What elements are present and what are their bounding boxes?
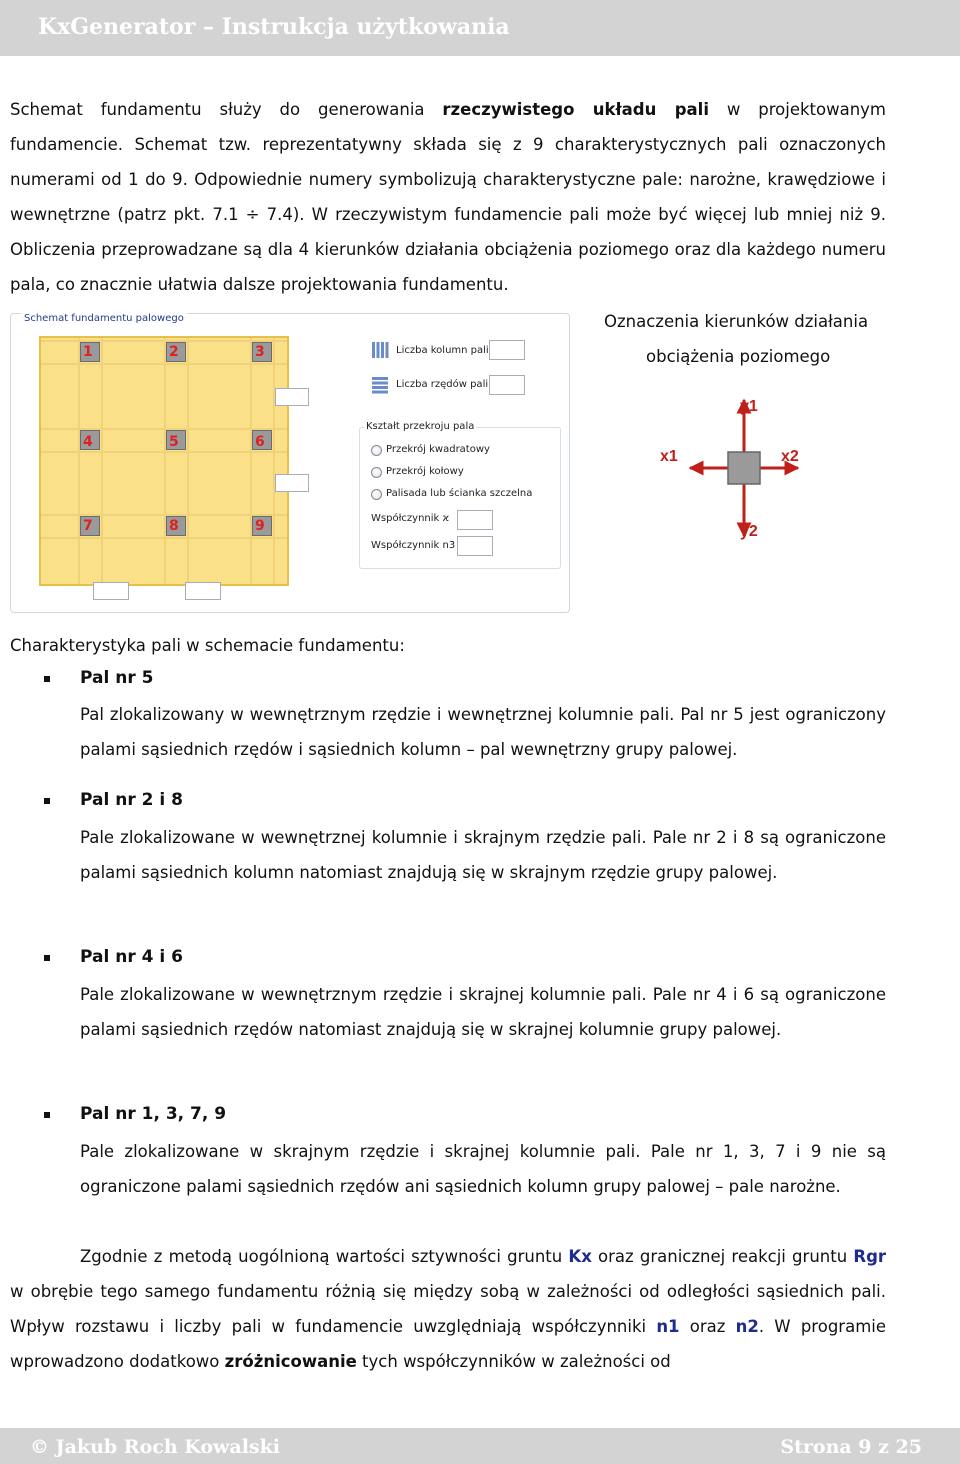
- closing-paragraph: [10, 1239, 886, 1379]
- pile-number: 1: [83, 344, 93, 360]
- column-spacing-input[interactable]: [93, 582, 129, 600]
- row-spacing-input[interactable]: [275, 388, 309, 406]
- item-text: Pale zlokalizowane w wewnętrznej kolumnie i skrajnym rzędzie pali. Pale nr 2 i 8 są ograniczone palami sąsiednich kolumn natomiast znajdują się w skrajnym rzędzie grupy palowej.: [80, 828, 886, 882]
- closing-text: oraz granicznej reakcji gruntu: [591, 1247, 854, 1266]
- rows-label: Liczba rzędów pali: [396, 379, 489, 390]
- pile-number: 3: [255, 344, 265, 360]
- header-title: KxGenerator – Instrukcja użytkowania: [38, 14, 510, 40]
- label-y1: y1: [740, 398, 758, 415]
- item-text: Pale zlokalizowane w wewnętrznym rzędzie i skrajnej kolumnie pali. Pale nr 4 i 6 są ograniczone palami sąsiednich rzędów natomiast znajdują się w skrajnej kolumnie grupy palowej.: [80, 985, 886, 1039]
- pile-number: 4: [83, 434, 93, 450]
- intro-text-2: w projektowanym fundamencie. Schemat tzw. reprezentatywny składa się z 9 charakterystycznych pali oznaczonych numerami od 1 do 9. Odpowiednie numery symbolizują charakterystyczne pale: narożne, krawędziowe i wewnętrzne (patrz pkt. 7.1 ÷ 7.4). W rzeczywistym fundamencie pali może być więcej lub mniej niż 9. Obliczenia przeprowadzane są dla 4 kierunków działania obciążenia poziomego oraz dla każdego numeru pala, co znacznie ułatwia dalsze projektowania fundamentu.: [10, 100, 886, 294]
- pile-number: 8: [169, 518, 179, 534]
- coefficient-n3-input[interactable]: [457, 536, 493, 556]
- bullet-marker: [44, 798, 50, 804]
- cross-section-title: Kształt przekroju pala: [366, 421, 475, 432]
- pile-number: 7: [83, 518, 93, 534]
- item-heading: Pal nr 1, 3, 7, 9: [80, 1104, 227, 1124]
- n2-term: n2: [735, 1317, 759, 1336]
- closing-text: oraz: [679, 1317, 736, 1336]
- directions-caption-1: Oznaczenia kierunków działania: [604, 312, 869, 331]
- load-directions-diagram: [640, 388, 820, 548]
- pile-number: 9: [255, 518, 265, 534]
- columns-count-input[interactable]: [489, 340, 525, 360]
- radio-square-section[interactable]: [371, 445, 382, 456]
- bullet-marker: [44, 955, 50, 961]
- directions-caption-2: obciążenia poziomego: [646, 347, 831, 366]
- label-x1: x1: [660, 448, 678, 465]
- closing-text: tych współczynników w zależności od: [356, 1352, 671, 1371]
- pile-grid: [39, 336, 289, 586]
- pile-number: 6: [255, 434, 265, 450]
- label-x2: x2: [781, 448, 799, 465]
- radio-sheet-pile[interactable]: [371, 489, 382, 500]
- intro-bold: rzeczywistego układu pali: [442, 100, 709, 119]
- footer-author: © Jakub Roch Kowalski: [30, 1436, 280, 1458]
- column-spacing-input[interactable]: [185, 582, 221, 600]
- closing-text: w obrębie tego samego fundamentu różnią się między sobą w zależności od odległości sąsiednich pali. Wpływ rozstawu i liczby pali w fundamencie uwzględniają współczynniki: [10, 1282, 886, 1336]
- item-heading: Pal nr 4 i 6: [80, 947, 183, 967]
- n1-term: n1: [656, 1317, 680, 1336]
- item-text: Pal zlokalizowany w wewnętrznym rzędzie i wewnętrznej kolumnie pali. Pal nr 5 jest ograniczony palami sąsiednich rzędów i sąsiednich kolumn – pal wewnętrzny grupy palowej.: [80, 705, 886, 759]
- closing-text: Zgodnie z metodą uogólnioną wartości sztywności gruntu: [80, 1247, 569, 1266]
- columns-icon: [371, 341, 389, 359]
- coefficient-n3-label: Współczynnik n3: [371, 540, 456, 551]
- intro-paragraph: [10, 92, 886, 302]
- closing-bold: zróżnicowanie: [224, 1352, 357, 1371]
- page-number: Strona 9 z 25: [780, 1436, 922, 1458]
- closing-text: . W programie wprowadzono dodatkowo: [10, 1317, 887, 1371]
- rows-count-input[interactable]: [489, 375, 525, 395]
- option-square-section: Przekrój kwadratowy: [386, 444, 490, 455]
- intro-text-1: Schemat fundamentu służy do generowania: [10, 100, 443, 119]
- row-spacing-input[interactable]: [275, 474, 309, 492]
- item-heading: Pal nr 5: [80, 668, 154, 688]
- bullet-marker: [44, 1112, 50, 1118]
- pile-number: 2: [169, 344, 179, 360]
- coefficient-k-input[interactable]: [457, 510, 493, 530]
- columns-label: Liczba kolumn pali: [396, 345, 489, 356]
- rows-icon: [371, 376, 389, 394]
- page-footer: [0, 1428, 960, 1464]
- kx-term: Kx: [568, 1247, 592, 1266]
- option-circular-section: Przekrój kołowy: [386, 466, 464, 477]
- bullet-marker: [44, 676, 50, 682]
- foundation-schema-panel: [10, 313, 570, 613]
- page-header: [0, 0, 960, 56]
- item-text: Pale zlokalizowane w skrajnym rzędzie i skrajnej kolumnie pali. Pale nr 1, 3, 7 i 9 nie są ograniczone palami sąsiednich rzędów ani sąsiednich kolumn grupy palowej – pale narożne.: [80, 1142, 886, 1196]
- pile-number: 5: [169, 434, 179, 450]
- option-sheet-pile: Palisada lub ścianka szczelna: [386, 488, 533, 499]
- item-heading: Pal nr 2 i 8: [80, 790, 183, 810]
- label-y2: y2: [740, 523, 758, 540]
- coefficient-k-label: Współczynnik ϰ: [371, 513, 450, 524]
- rgr-term: Rgr: [853, 1247, 887, 1266]
- panel-title: Schemat fundamentu palowego: [21, 313, 187, 324]
- radio-circular-section[interactable]: [371, 467, 382, 478]
- pile-square: [728, 452, 760, 484]
- section-title: Charakterystyka pali w schemacie fundamentu:: [10, 636, 405, 655]
